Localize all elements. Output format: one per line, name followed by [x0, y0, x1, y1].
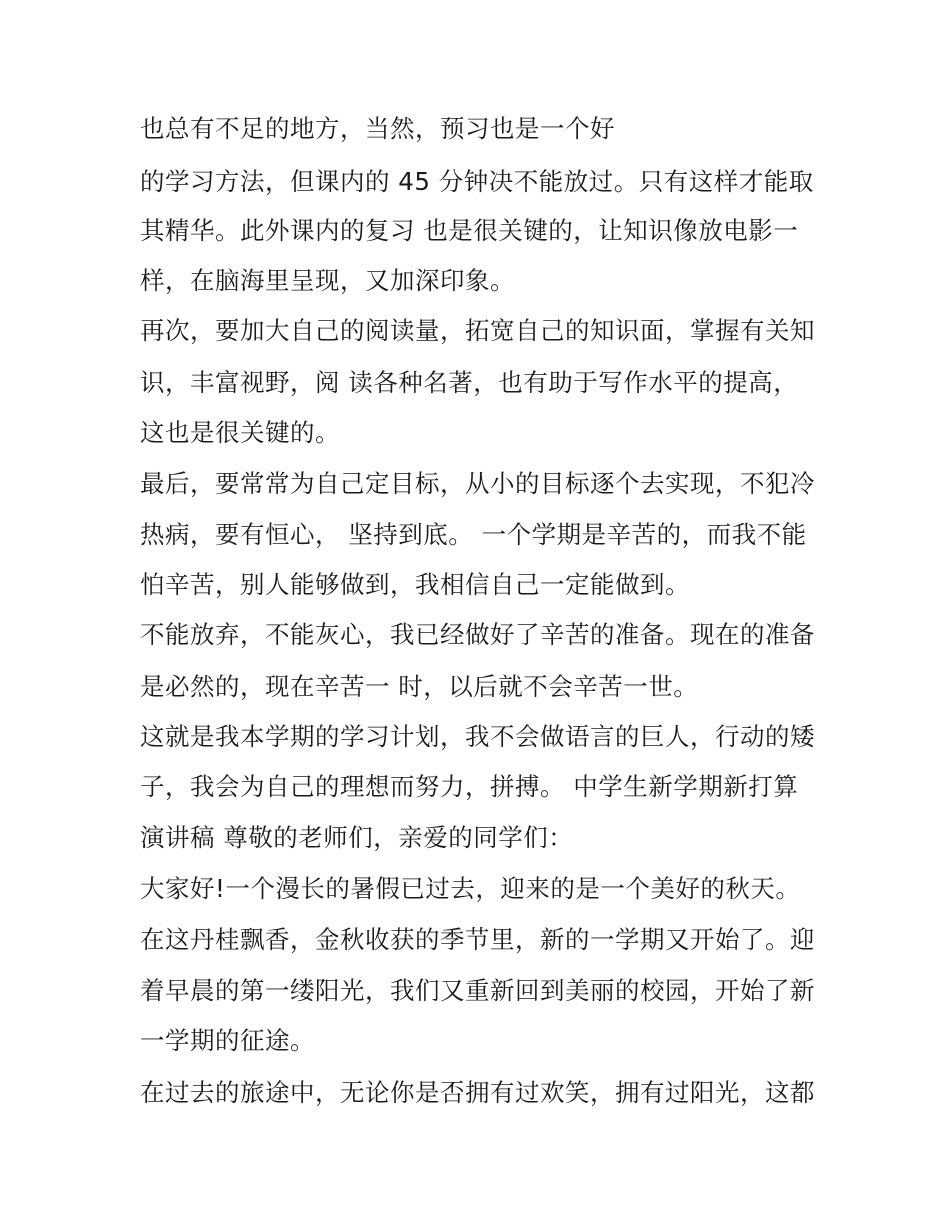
text-line: 怕辛苦，别人能够做到，我相信自己一定能做到。	[140, 570, 690, 599]
text-line: 不能放弃，不能灰心，我已经做好了辛苦的准备。现在的准备	[140, 620, 815, 649]
text-line: 演讲稿 尊敬的老师们，亲爱的同学们：	[140, 823, 574, 852]
text-line: 识，丰富视野，阅 读各种名著，也有助于写作水平的提高，	[140, 368, 799, 397]
text-line: 样，在脑海里呈现，又加深印象。	[140, 266, 515, 295]
text-line: 着早晨的第一缕阳光，我们又重新回到美丽的校园，开始了新	[140, 976, 815, 1005]
text-line: 大家好!一个漫长的暑假已过去，迎来的是一个美好的秋天。	[140, 874, 801, 903]
text-line: 最后，要常常为自己定目标，从小的目标逐个去实现，不犯冷	[140, 469, 815, 498]
text-line: 的学习方法，但课内的 45 分钟决不能放过。只有这样才能取	[140, 167, 814, 196]
text-line: 这也是很关键的。	[140, 418, 340, 447]
text-line: 再次，要加大自己的阅读量，拓宽自己的知识面，掌握有关知	[140, 316, 815, 345]
text-line: 在这丹桂飘香，金秋收获的季节里，新的一学期又开始了。迎	[140, 925, 815, 954]
text-line: 热病，要有恒心， 坚持到底。 一个学期是辛苦的，而我不能	[140, 520, 807, 549]
text-line: 其精华。此外课内的复习 也是很关键的，让知识像放电影一	[140, 216, 799, 245]
text-line: 也总有不足的地方，当然，预习也是一个好	[140, 114, 615, 143]
text-line: 是必然的，现在辛苦一 时，以后就不会辛苦一世。	[140, 672, 699, 701]
text-line: 一学期的征途。	[140, 1026, 315, 1055]
text-line: 在过去的旅途中，无论你是否拥有过欢笑，拥有过阳光，这都	[140, 1078, 815, 1107]
text-line: 子，我会为自己的理想而努力，拼搏。 中学生新学期新打算	[140, 772, 799, 801]
text-line: 这就是我本学期的学习计划，我不会做语言的巨人，行动的矮	[140, 722, 815, 751]
